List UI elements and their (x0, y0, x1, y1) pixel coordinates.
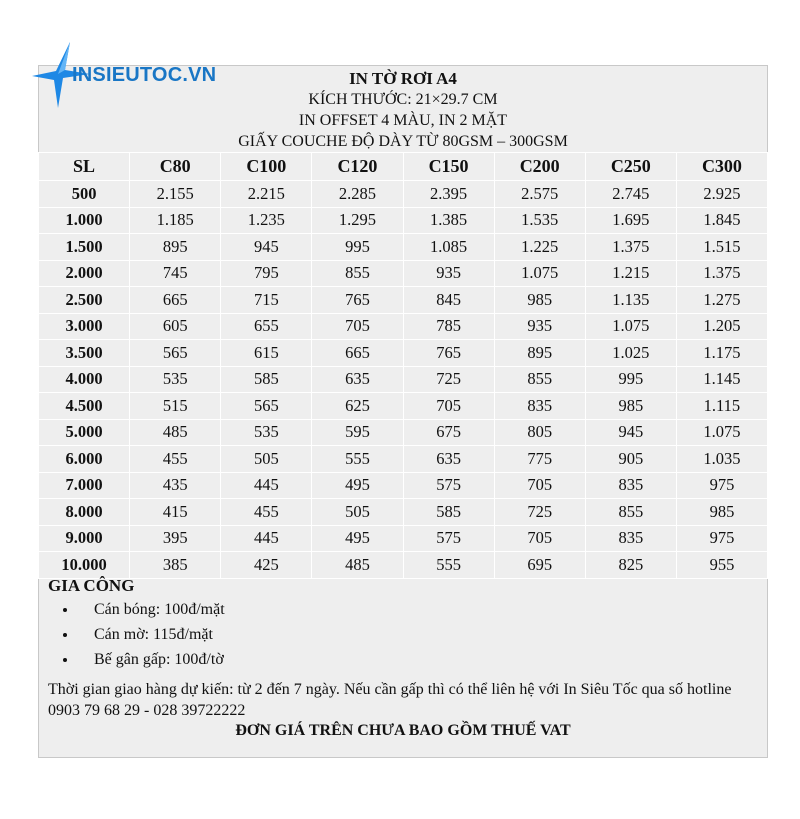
price-cell: 1.185 (130, 207, 221, 234)
quantity-cell: 2.500 (39, 287, 130, 314)
price-cell: 575 (403, 472, 494, 499)
price-cell: 995 (585, 366, 676, 393)
price-cell: 975 (676, 472, 767, 499)
document-header (38, 68, 768, 152)
price-cell: 675 (403, 419, 494, 446)
table-row (39, 472, 768, 499)
column-header-c100: C100 (221, 153, 312, 181)
gia-cong-item: • Bế gân gấp: 100đ/tờ (78, 647, 478, 672)
price-cell: 1.025 (585, 340, 676, 367)
quantity-cell: 1.500 (39, 234, 130, 261)
price-cell: 415 (130, 499, 221, 526)
price-cell: 855 (494, 366, 585, 393)
price-cell: 385 (130, 552, 221, 579)
quantity-cell: 5.000 (39, 419, 130, 446)
vat-note: ĐƠN GIÁ TRÊN CHƯA BAO GỒM THUẾ VAT (235, 722, 571, 739)
table-row (39, 366, 768, 393)
price-cell: 2.575 (494, 181, 585, 208)
quantity-cell: 3.000 (39, 313, 130, 340)
size-line: KÍCH THƯỚC: 21×29.7 CM (308, 91, 498, 108)
price-cell: 895 (494, 340, 585, 367)
price-table (38, 152, 768, 579)
price-cell: 895 (130, 234, 221, 261)
price-cell: 615 (221, 340, 312, 367)
price-cell: 935 (494, 313, 585, 340)
price-cell: 745 (130, 260, 221, 287)
quantity-cell: 7.000 (39, 472, 130, 499)
quantity-cell: 9.000 (39, 525, 130, 552)
price-cell: 455 (221, 499, 312, 526)
price-cell: 725 (403, 366, 494, 393)
gia-cong-item: • Cán mờ: 115đ/mặt (78, 622, 478, 647)
quantity-cell: 6.000 (39, 446, 130, 473)
price-cell: 565 (221, 393, 312, 420)
price-cell: 2.745 (585, 181, 676, 208)
table-row (39, 393, 768, 420)
print-line: IN OFFSET 4 MÀU, IN 2 MẶT (298, 112, 508, 129)
price-cell: 1.145 (676, 366, 767, 393)
table-row (39, 419, 768, 446)
table-row (39, 446, 768, 473)
price-cell: 485 (130, 419, 221, 446)
price-cell: 945 (585, 419, 676, 446)
gia-cong-item: • Cán bóng: 100đ/mặt (78, 597, 478, 622)
price-cell: 625 (312, 393, 403, 420)
price-cell: 805 (494, 419, 585, 446)
quantity-cell: 8.000 (39, 499, 130, 526)
price-cell: 585 (221, 366, 312, 393)
price-cell: 655 (221, 313, 312, 340)
price-cell: 485 (312, 552, 403, 579)
column-header-c150: C150 (403, 153, 494, 181)
price-cell: 705 (312, 313, 403, 340)
price-cell: 445 (221, 472, 312, 499)
price-cell: 595 (312, 419, 403, 446)
price-cell: 455 (130, 446, 221, 473)
price-cell: 1.375 (676, 260, 767, 287)
price-cell: 795 (221, 260, 312, 287)
paper-line: GIẤY COUCHE ĐỘ DÀY TỪ 80GSM – 300GSM (238, 133, 568, 150)
column-header-sl: SL (39, 153, 130, 181)
price-cell: 495 (312, 472, 403, 499)
price-cell: 505 (312, 499, 403, 526)
price-cell: 1.375 (585, 234, 676, 261)
gia-cong-list (58, 597, 478, 672)
table-row (39, 260, 768, 287)
price-cell: 1.695 (585, 207, 676, 234)
price-cell: 605 (130, 313, 221, 340)
price-cell: 435 (130, 472, 221, 499)
price-cell: 955 (676, 552, 767, 579)
table-row (39, 207, 768, 234)
delivery-note: Thời gian giao hàng dự kiến: từ 2 đến 7 ngày. Nếu cần gấp thì có thể liên hệ với In Siêu Tốc qua số hotline 0903 79 68 29 - 028 39722222 (48, 681, 732, 719)
price-cell: 1.215 (585, 260, 676, 287)
table-row (39, 287, 768, 314)
price-cell: 1.075 (676, 419, 767, 446)
price-cell: 705 (403, 393, 494, 420)
price-cell: 765 (403, 340, 494, 367)
price-cell: 1.115 (676, 393, 767, 420)
price-cell: 1.075 (585, 313, 676, 340)
price-cell: 1.535 (494, 207, 585, 234)
column-header-c250: C250 (585, 153, 676, 181)
price-cell: 585 (403, 499, 494, 526)
price-cell: 945 (221, 234, 312, 261)
price-cell: 555 (312, 446, 403, 473)
price-cell: 395 (130, 525, 221, 552)
price-cell: 1.845 (676, 207, 767, 234)
price-cell: 445 (221, 525, 312, 552)
price-cell: 715 (221, 287, 312, 314)
table-row (39, 181, 768, 208)
price-cell: 985 (494, 287, 585, 314)
column-header-c300: C300 (676, 153, 767, 181)
price-cell: 535 (221, 419, 312, 446)
price-cell: 495 (312, 525, 403, 552)
price-cell: 2.155 (130, 181, 221, 208)
price-cell: 835 (494, 393, 585, 420)
price-cell: 2.395 (403, 181, 494, 208)
price-cell: 665 (130, 287, 221, 314)
table-row (39, 552, 768, 579)
price-cell: 555 (403, 552, 494, 579)
price-cell: 835 (585, 525, 676, 552)
price-cell: 1.135 (585, 287, 676, 314)
price-cell: 515 (130, 393, 221, 420)
price-cell: 1.385 (403, 207, 494, 234)
price-cell: 665 (312, 340, 403, 367)
table-row (39, 525, 768, 552)
price-cell: 985 (585, 393, 676, 420)
price-cell: 2.285 (312, 181, 403, 208)
price-cell: 845 (403, 287, 494, 314)
price-cell: 725 (494, 499, 585, 526)
column-header-c200: C200 (494, 153, 585, 181)
quantity-cell: 10.000 (39, 552, 130, 579)
quantity-cell: 1.000 (39, 207, 130, 234)
price-cell: 2.925 (676, 181, 767, 208)
price-cell: 695 (494, 552, 585, 579)
table-row (39, 499, 768, 526)
price-cell: 985 (676, 499, 767, 526)
price-cell: 855 (585, 499, 676, 526)
price-cell: 575 (403, 525, 494, 552)
table-row (39, 234, 768, 261)
price-cell: 1.275 (676, 287, 767, 314)
table-row (39, 313, 768, 340)
price-cell: 935 (403, 260, 494, 287)
price-cell: 2.215 (221, 181, 312, 208)
price-cell: 765 (312, 287, 403, 314)
price-cell: 1.515 (676, 234, 767, 261)
column-header-c80: C80 (130, 153, 221, 181)
table-body (39, 181, 768, 579)
quantity-cell: 2.000 (39, 260, 130, 287)
price-cell: 825 (585, 552, 676, 579)
brand-name: INSIEUTOC.VN (72, 64, 217, 86)
price-cell: 1.085 (403, 234, 494, 261)
column-header-c120: C120 (312, 153, 403, 181)
price-cell: 705 (494, 525, 585, 552)
quantity-cell: 4.500 (39, 393, 130, 420)
price-cell: 1.075 (494, 260, 585, 287)
table-header-row (39, 153, 768, 181)
table-row (39, 340, 768, 367)
price-cell: 635 (403, 446, 494, 473)
price-cell: 1.295 (312, 207, 403, 234)
price-cell: 775 (494, 446, 585, 473)
price-cell: 785 (403, 313, 494, 340)
price-cell: 705 (494, 472, 585, 499)
price-cell: 565 (130, 340, 221, 367)
price-cell: 905 (585, 446, 676, 473)
price-cell: 535 (130, 366, 221, 393)
quantity-cell: 4.000 (39, 366, 130, 393)
price-cell: 1.225 (494, 234, 585, 261)
price-cell: 1.205 (676, 313, 767, 340)
quantity-cell: 500 (39, 181, 130, 208)
price-cell: 1.175 (676, 340, 767, 367)
quantity-cell: 3.500 (39, 340, 130, 367)
price-cell: 425 (221, 552, 312, 579)
price-cell: 835 (585, 472, 676, 499)
price-cell: 855 (312, 260, 403, 287)
price-cell: 635 (312, 366, 403, 393)
document-title: IN TỜ RƠI A4 (349, 69, 457, 88)
price-cell: 1.235 (221, 207, 312, 234)
price-cell: 505 (221, 446, 312, 473)
price-cell: 975 (676, 525, 767, 552)
price-cell: 1.035 (676, 446, 767, 473)
gia-cong-title: GIA CÔNG (48, 576, 135, 595)
price-cell: 995 (312, 234, 403, 261)
